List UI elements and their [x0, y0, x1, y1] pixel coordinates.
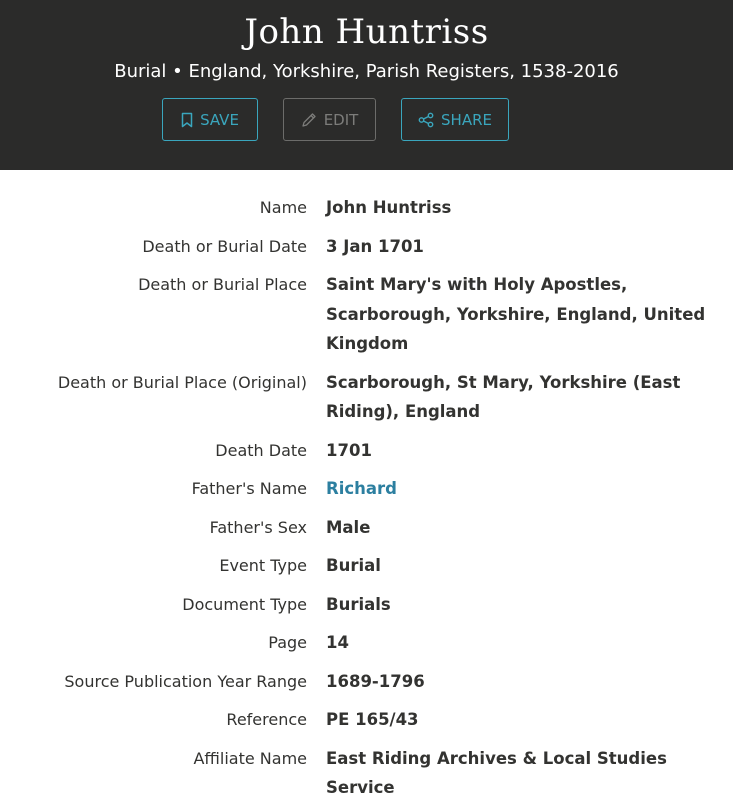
detail-value: Burials	[326, 594, 391, 614]
detail-value: John Huntriss	[326, 198, 452, 217]
share-button-label: SHARE	[441, 110, 492, 129]
detail-row-fathers-sex	[0, 513, 733, 543]
detail-row-source-publication-year-range	[0, 667, 733, 697]
detail-label: Name	[259, 198, 307, 217]
detail-value: Saint Mary's with Holy Apostles, Scarborough, Yorkshire, England, United Kingdom	[326, 275, 706, 353]
detail-value: 3 Jan 1701	[326, 236, 424, 256]
page-title: John Huntriss	[244, 12, 489, 52]
detail-row-fathers-name	[0, 474, 733, 504]
detail-row-document-type	[0, 590, 733, 620]
father-name-link[interactable]: Richard	[326, 479, 397, 498]
action-bar	[0, 98, 733, 141]
detail-label: Death or Burial Place	[138, 275, 307, 294]
save-button-label: SAVE	[200, 110, 239, 129]
detail-row-affiliate-name	[0, 744, 733, 803]
detail-label: Death or Burial Date	[142, 236, 307, 256]
pencil-icon	[301, 112, 317, 128]
detail-value: 1689-1796	[326, 671, 425, 691]
detail-value: 14	[326, 633, 349, 652]
detail-label: Reference	[226, 710, 307, 729]
detail-row-page	[0, 628, 733, 658]
detail-label: Death Date	[215, 440, 307, 460]
detail-label: Event Type	[219, 556, 307, 575]
record-header	[0, 0, 733, 170]
share-button[interactable]	[401, 98, 509, 141]
record-subtitle: Burial • England, Yorkshire, Parish Registers, 1538-2016	[114, 61, 619, 82]
detail-row-death-or-burial-place-original	[0, 368, 733, 427]
detail-label: Father's Name	[191, 479, 307, 498]
detail-label: Source Publication Year Range	[64, 671, 307, 691]
detail-row-reference	[0, 705, 733, 735]
detail-label: Father's Sex	[209, 517, 307, 537]
detail-row-event-type	[0, 551, 733, 581]
detail-value: East Riding Archives & Local Studies Service	[326, 748, 667, 797]
save-button[interactable]	[162, 98, 258, 141]
detail-label: Death or Burial Place (Original)	[57, 372, 307, 392]
share-icon	[418, 112, 434, 128]
detail-row-death-or-burial-place	[0, 270, 733, 359]
detail-value: Scarborough, St Mary, Yorkshire (East Riding), England	[326, 372, 681, 421]
detail-row-death-date	[0, 436, 733, 466]
detail-label: Affiliate Name	[193, 748, 307, 768]
detail-label: Document Type	[182, 594, 307, 614]
bookmark-icon	[181, 112, 193, 128]
detail-value: 1701	[326, 440, 372, 460]
detail-value: PE 165/43	[326, 710, 419, 729]
detail-value: Male	[326, 517, 371, 537]
edit-button[interactable]	[283, 98, 376, 141]
detail-value: Burial	[326, 556, 381, 575]
edit-button-label: EDIT	[323, 110, 359, 129]
detail-row-death-or-burial-date	[0, 232, 733, 262]
record-details	[0, 193, 733, 812]
detail-row-name	[0, 193, 733, 223]
detail-label: Page	[268, 633, 307, 652]
